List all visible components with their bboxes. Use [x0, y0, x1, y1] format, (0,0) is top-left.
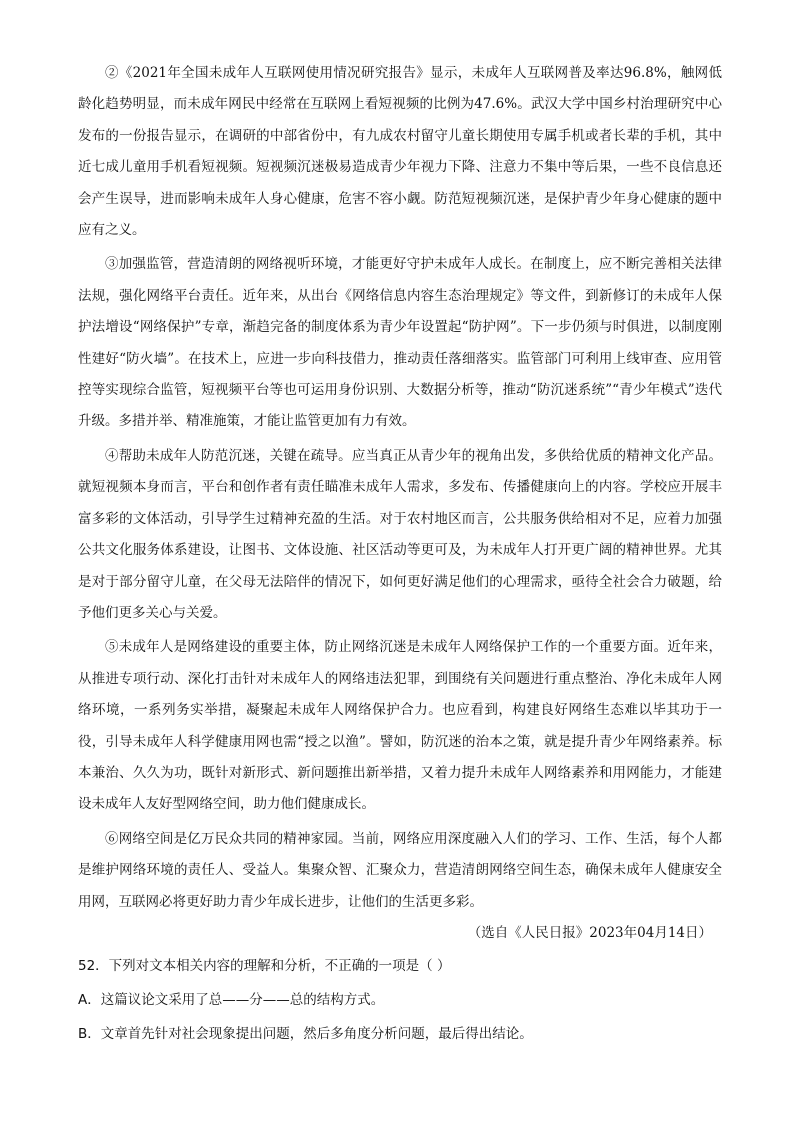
option-a: A．这篇议论文采用了总——分——总的结构方式。 — [78, 992, 385, 1009]
document-page — [78, 58, 722, 1051]
paragraph-3: ③加强监管，营造清朗的网络视听环境，才能更好守护未成年人成长。在制度上，应不断完善相关法律法规，强化网络平台责任。近年来，从出台《网络信息内容生态治理规定》等文件，到新修订的未成年人保护法增设“网络保护”专章，渐趋完备的制度体系为青少年设置起“防护网”。下一步仍须与时俱进，以制度刚性建好“防火墙”。在技术上，应进一步向科技借力，推动责任落细落实。监管部门可利用上线审查、应用管控等实现综合监管，短视频平台等也可运用身份识别、大数据分析等，推动“防沉迷系统”“青少年模式”迭代升级。多措并举、精准施策，才能让监管更加有力有效。 — [78, 256, 722, 430]
question-block — [78, 949, 722, 1051]
paragraph-2: ②《2021年全国未成年人互联网使用情况研究报告》显示，未成年人互联网普及率达96.8%，触网低龄化趋势明显，而未成年网民中经常在互联网上看短视频的比例为47.6%。武汉大学中国乡村治理研究中心发布的一份报告显示，在调研的中部省份中，有九成农村留守儿童长期使用专属手机或者长辈的手机，其中近七成儿童用手机看短视频。短视频沉迷极易造成青少年视力下降、注意力不集中等后果，一些不良信息还会产生误导，进而影响未成年人身心健康，危害不容小觑。防范短视频沉迷，是保护青少年身心健康的题中应有之义。 — [78, 65, 722, 239]
article-body — [78, 58, 722, 949]
paragraph-4: ④帮助未成年人防范沉迷，关键在疏导。应当真正从青少年的视角出发，多供给优质的精神文化产品。就短视频本身而言，平台和创作者有责任瞄准未成年人需求，多发布、传播健康向上的内容。学校应开展丰富多彩的文体活动，引导学生过精神充盈的生活。对于农村地区而言，公共服务供给相对不足，应着力加强公共文化服务体系建设，让图书、文体设施、社区活动等更可及，为未成年人打开更广阔的精神世界。尤其是对于部分留守儿童，在父母无法陪伴的情况下，如何更好满足他们的心理需求，亟待全社会合力破题，给予他们更多关心与关爱。 — [78, 447, 722, 621]
paragraph-6: ⑥网络空间是亿万民众共同的精神家园。当前，网络应用深度融入人们的学习、工作、生活，每个人都是维护网络环境的责任人、受益人。集聚众智、汇聚众力，营造清朗网络空间生态，确保未成年人健康安全用网，互联网必将更好助力青少年成长进步，让他们的生活更多彩。 — [78, 830, 722, 910]
option-b: B．文章首先针对社会现象提出问题，然后多角度分析问题，最后得出结论。 — [78, 1026, 533, 1043]
paragraph-5: ⑤未成年人是网络建设的重要主体，防止网络沉迷是未成年人网络保护工作的一个重要方面。近年来，从推进专项行动、深化打击针对未成年人的网络违法犯罪，到围绕有关问题进行重点整治、净化未成年人网络环境，一系列务实举措，凝聚起未成年人网络保护合力。也应看到，构建良好网络生态难以毕其功于一役，引导未成年人科学健康用网也需“授之以渔”。譬如，防沉迷的治本之策，就是提升青少年网络素养。标本兼治、久久为功，既针对新形式、新问题推出新举措，又着力提升未成年人网络素养和用网能力，才能建设未成年人友好型网络空间，助力他们健康成长。 — [78, 639, 722, 813]
article-source: （选自《人民日报》2023年04月14日） — [467, 924, 712, 941]
question-stem: 52．下列对文本相关内容的理解和分析，不正确的一项是（ ） — [78, 958, 451, 975]
